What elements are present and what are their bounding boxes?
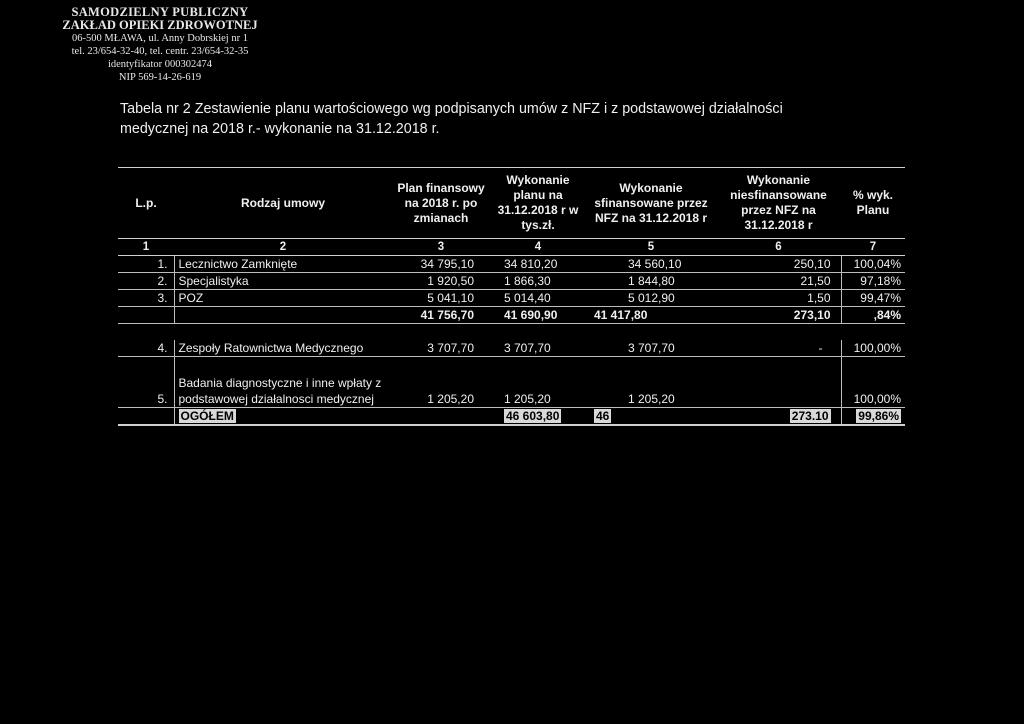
row-execution: 1 866,30	[490, 273, 586, 290]
column-number-row	[118, 239, 905, 256]
stamp-line-2: ZAKŁAD OPIEKI ZDROWOTNEJ	[62, 18, 258, 32]
row-plan: 1 920,50	[392, 273, 490, 290]
header-execution: Wykonanie planu na 31.12.2018 r w tys.zł.	[490, 168, 586, 239]
row-execution: 3 707,70	[490, 340, 586, 357]
row-non-nfz: 250,10	[716, 256, 841, 273]
header-contract-type: Rodzaj umowy	[174, 168, 392, 239]
row-percent: 97,18%	[841, 273, 905, 290]
total-percent	[841, 408, 905, 426]
stamp-line-1: SAMODZIELNY PUBLICZNY	[71, 5, 249, 19]
row-percent: 100,04%	[841, 256, 905, 273]
caption-line-2: medycznej na 2018 r.- wykonanie na 31.12.2018 r.	[120, 121, 440, 137]
table-row	[118, 290, 905, 307]
header-percent: % wyk. Planu	[841, 168, 905, 239]
row-plan: 34 795,10	[392, 256, 490, 273]
total-nfz	[586, 408, 716, 426]
total-percent-value: 99,86%	[858, 409, 899, 423]
stamp-address: 06-500 MŁAWA, ul. Anny Dobrskiej nr 1	[72, 33, 248, 44]
row-plan: 1 205,20	[392, 357, 490, 408]
col-number: 4	[490, 239, 586, 256]
row-plan: 3 707,70	[392, 340, 490, 357]
row-plan: 5 041,10	[392, 290, 490, 307]
total-row	[118, 408, 905, 426]
row-lp: 2.	[118, 273, 174, 290]
row-non-nfz: 1,50	[716, 290, 841, 307]
row-lp: 3.	[118, 290, 174, 307]
total-execution-value: 46 603,80	[506, 409, 560, 423]
total-execution	[490, 408, 586, 426]
row-nfz: 3 707,70	[586, 340, 716, 357]
total-non-nfz-value: 273.10	[791, 409, 829, 423]
total-non-nfz	[716, 408, 841, 426]
stamp-nip: NIP 569-14-26-619	[118, 72, 202, 83]
header-non-nfz-funded: Wykonanie niesfinansowane przez NFZ na 31.12.2018 r	[716, 168, 841, 239]
row-nfz: 34 560,10	[586, 256, 716, 273]
row-lp: 4.	[118, 340, 174, 357]
table-caption	[120, 99, 900, 139]
row-nfz: 1 844,80	[586, 273, 716, 290]
row-non-nfz	[716, 357, 841, 408]
subtotal-plan: 41 756,70	[392, 307, 490, 324]
row-non-nfz: -	[716, 340, 841, 357]
total-plan	[392, 408, 490, 426]
total-lp	[118, 408, 174, 426]
spacer-row	[118, 324, 905, 341]
col-number: 6	[716, 239, 841, 256]
row-nfz: 5 012,90	[586, 290, 716, 307]
header-row	[118, 168, 905, 239]
row-name: Badania diagnostyczne i inne wpłaty z podstawowej działalnosci medycznej	[174, 357, 392, 408]
stamp-phone: tel. 23/654-32-40, tel. centr. 23/654-32-35	[71, 46, 249, 57]
row-non-nfz: 21,50	[716, 273, 841, 290]
subtotal-execution: 41 690,90	[490, 307, 586, 324]
row-nfz: 1 205,20	[586, 357, 716, 408]
total-name	[174, 408, 392, 426]
col-number: 2	[174, 239, 392, 256]
caption-line-1: Tabela nr 2 Zestawienie planu wartościowego wg podpisanych umów z NFZ i z podstawowej działalności	[120, 101, 783, 117]
row-lp: 1.	[118, 256, 174, 273]
row-name: Lecznictwo Zamknięte	[174, 256, 392, 273]
row-name: Specjalistyka	[174, 273, 392, 290]
col-number: 1	[118, 239, 174, 256]
row-percent: 100,00%	[841, 340, 905, 357]
col-number: 3	[392, 239, 490, 256]
header-plan: Plan finansowy na 2018 r. po zmianach	[392, 168, 490, 239]
row-percent: 99,47%	[841, 290, 905, 307]
total-nfz-value: 46	[596, 409, 610, 423]
spacer-cell	[118, 324, 905, 341]
row-name: POZ	[174, 290, 392, 307]
row-lp: 5.	[118, 357, 174, 408]
row-name: Zespoły Ratownictwa Medycznego	[174, 340, 392, 357]
institution-stamp	[60, 6, 260, 84]
subtotal-non-nfz: 273,10	[716, 307, 841, 324]
table-row	[118, 357, 905, 408]
subtotal-row	[118, 307, 905, 324]
total-label: OGÓŁEM	[180, 409, 234, 423]
table-row	[118, 256, 905, 273]
header-nfz-funded: Wykonanie sfinansowane przez NFZ na 31.12.2018 r	[586, 168, 716, 239]
row-execution: 34 810,20	[490, 256, 586, 273]
subtotal-lp	[118, 307, 174, 324]
subtotal-nfz: 41 417,80	[586, 307, 716, 324]
row-execution: 1 205,20	[490, 357, 586, 408]
col-number: 5	[586, 239, 716, 256]
subtotal-name	[174, 307, 392, 324]
stamp-identifier: identyfikator 000302474	[107, 59, 213, 70]
plan-execution-table	[118, 167, 905, 426]
table-row	[118, 273, 905, 290]
row-percent: 100,00%	[841, 357, 905, 408]
col-number: 7	[841, 239, 905, 256]
subtotal-percent: ,84%	[841, 307, 905, 324]
row-execution: 5 014,40	[490, 290, 586, 307]
table-row	[118, 340, 905, 357]
header-lp: L.p.	[118, 168, 174, 239]
